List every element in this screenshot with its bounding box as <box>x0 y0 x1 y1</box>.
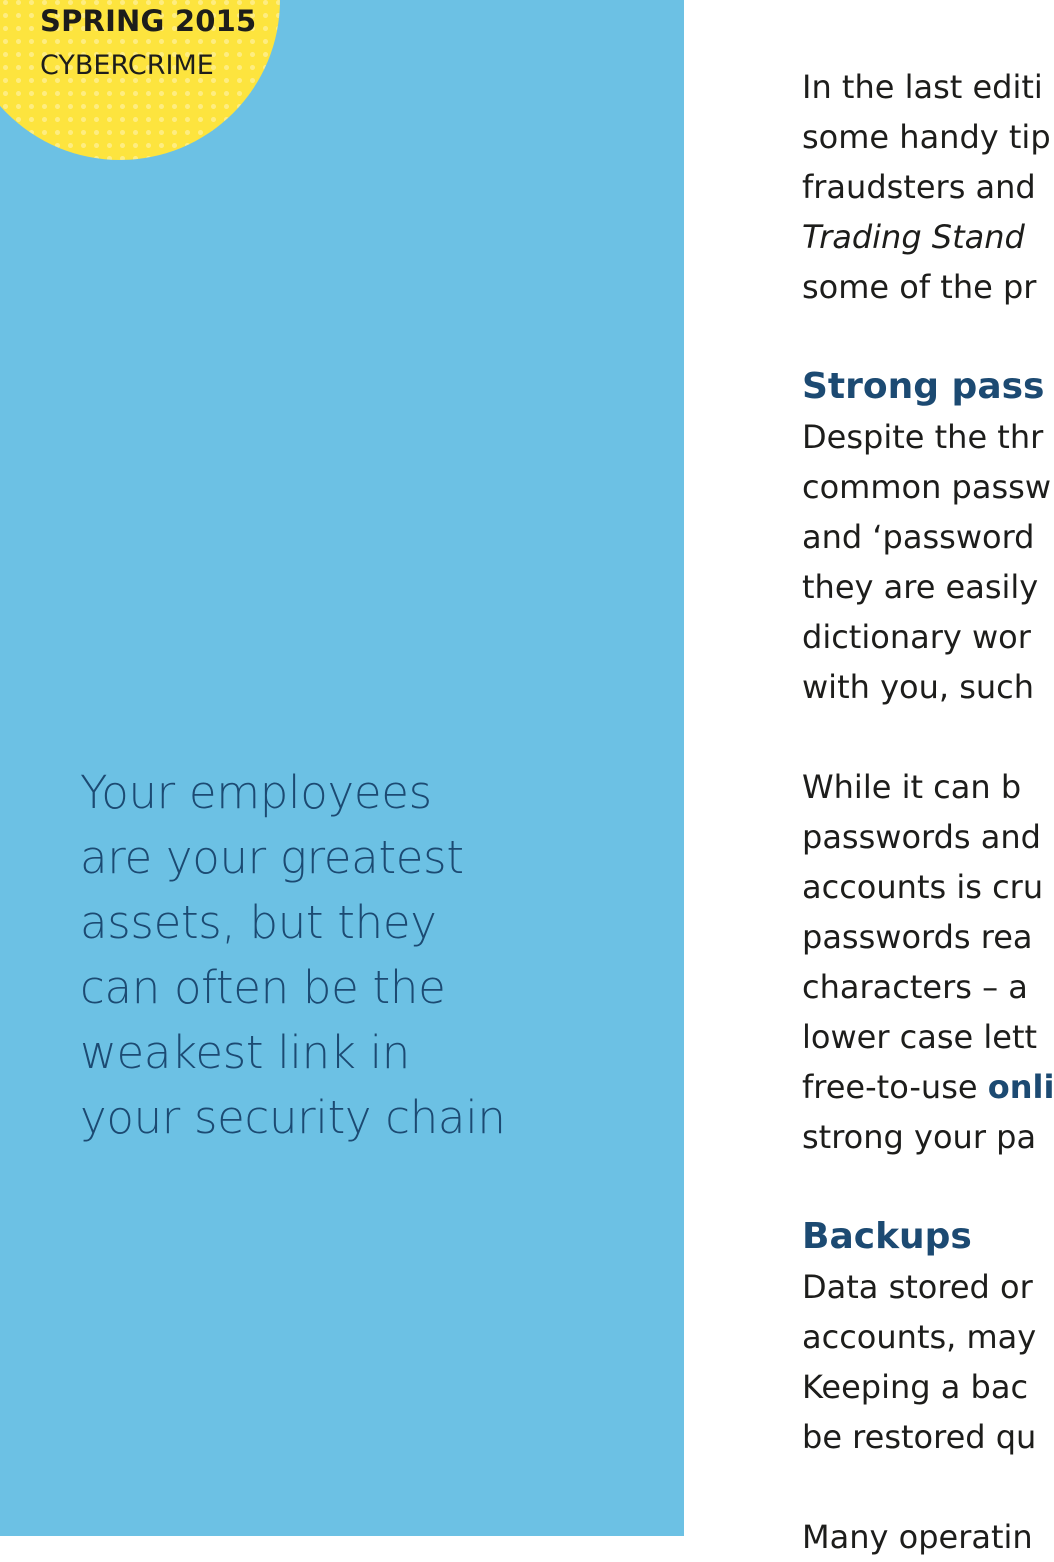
section-heading-backups: Backups <box>802 1216 972 1257</box>
paragraph-gap <box>802 1462 1024 1512</box>
body-line <box>802 1062 1054 1112</box>
pull-quote-line: weakest link in <box>80 1026 411 1079</box>
body-line: common passw <box>802 468 1051 506</box>
body-text: free-to-use <box>802 1068 988 1106</box>
body-line: Many operatin <box>802 1518 1033 1556</box>
body-line: passwords and <box>802 818 1041 856</box>
body-line: Despite the thr <box>802 418 1044 456</box>
pull-quote-line: Your employees <box>80 766 432 819</box>
body-line: While it can b <box>802 768 1022 806</box>
body-line: be restored qu <box>802 1418 1037 1456</box>
pull-quote-line: are your greatest <box>80 831 464 884</box>
body-line: lower case lett <box>802 1018 1038 1056</box>
body-line: with you, such <box>802 668 1035 706</box>
body-line: they are easily <box>802 568 1039 606</box>
intro-line: some handy tip <box>802 118 1051 156</box>
body-line: characters – a <box>802 968 1028 1006</box>
section-heading-passwords: Strong pass <box>802 366 1045 407</box>
body-line: Keeping a bac <box>802 1368 1029 1406</box>
pull-quote-line: your security chain <box>80 1091 506 1144</box>
body-line: strong your pa <box>802 1118 1037 1156</box>
article-column <box>802 62 1054 1556</box>
body-line: accounts, may <box>802 1318 1037 1356</box>
body-line: and ‘password <box>802 518 1035 556</box>
intro-line: some of the pr <box>802 268 1037 306</box>
body-line: dictionary wor <box>802 618 1031 656</box>
body-line: accounts is cru <box>802 868 1044 906</box>
body-line: passwords rea <box>802 918 1033 956</box>
intro-line: In the last editi <box>802 68 1043 106</box>
pull-quote-line: assets, but they <box>80 896 437 949</box>
paragraph-gap <box>802 312 1024 362</box>
online-checker-link[interactable]: onli <box>987 1068 1054 1106</box>
intro-line: Trading Stand <box>802 218 1025 256</box>
paragraph-gap <box>802 1162 1024 1212</box>
issue-topic: CYBERCRIME <box>40 50 214 81</box>
body-line: Data stored or <box>802 1268 1033 1306</box>
pull-quote-line: can often be the <box>80 961 446 1014</box>
pull-quote <box>80 760 506 1150</box>
intro-line: fraudsters and <box>802 168 1036 206</box>
paragraph-gap <box>802 712 1024 762</box>
issue-season: SPRING 2015 <box>40 4 257 38</box>
